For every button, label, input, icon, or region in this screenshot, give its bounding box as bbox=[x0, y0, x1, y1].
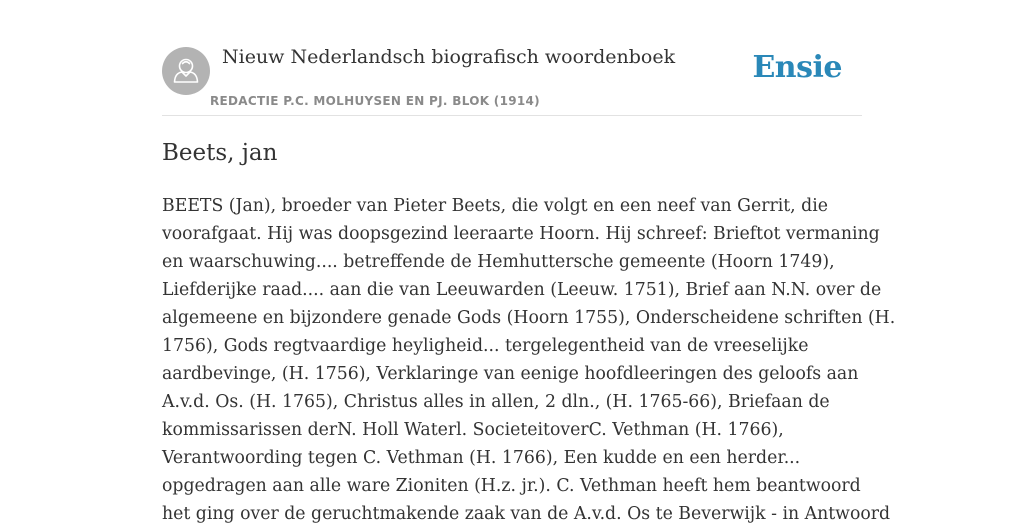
entry-line: opgedragen aan alle ware Zioniten (H.z. jr.). C. Vethman heeft hem beantwoord bbox=[162, 476, 861, 496]
entry-line: A.v.d. Os. (H. 1765), Christus alles in allen, 2 dln., (H. 1765-66), Briefaan de bbox=[162, 392, 830, 412]
entry-line: Liefderijke raad.... aan die van Leeuwarden (Leeuw. 1751), Brief aan N.N. over de bbox=[162, 280, 882, 300]
entry-line: aardbevinge, (H. 1756), Verklaringe van eenige hoofdleeringen des geloofs aan bbox=[162, 364, 859, 384]
entry-line: Verantwoording tegen C. Vethman (H. 1766), Een kudde en een herder... bbox=[162, 448, 801, 468]
entry-title: Beets, jan bbox=[162, 140, 278, 166]
entry-line: BEETS (Jan), broeder van Pieter Beets, die volgt en een neef van Gerrit, die bbox=[162, 196, 828, 216]
user-silhouette-icon[interactable] bbox=[162, 47, 210, 95]
entry-line: en waarschuwing.... betreffende de Hemhuttersche gemeente (Hoorn 1749), bbox=[162, 252, 835, 272]
entry-line: het ging over de geruchtmakende zaak van de A.v.d. Os te Beverwijk - in Antwoord bbox=[162, 504, 891, 524]
entry-body bbox=[162, 192, 896, 528]
content-container bbox=[162, 0, 896, 524]
entry-line: kommissarissen derN. Holl Waterl. SocieteitoverC. Vethman (H. 1766), bbox=[162, 420, 784, 440]
source-header bbox=[162, 0, 862, 116]
ensie-logo[interactable]: Ensie bbox=[752, 50, 842, 85]
entry-line: voorafgaat. Hij was doopsgezind leeraarte Hoorn. Hij schreef: Brieftot vermaning bbox=[162, 224, 880, 244]
source-editors: REDACTIE P.C. MOLHUYSEN EN PJ. BLOK (1914) bbox=[210, 94, 540, 108]
entry-line: algemeene en bijzondere genade Gods (Hoorn 1755), Onderscheidene schriften (H. bbox=[162, 308, 896, 328]
source-title[interactable]: Nieuw Nederlandsch biografisch woordenboek bbox=[222, 46, 676, 68]
entry-line: 1756), Gods regtvaardige heyligheid... tergelegentheid van de vreeselijke bbox=[162, 336, 809, 356]
